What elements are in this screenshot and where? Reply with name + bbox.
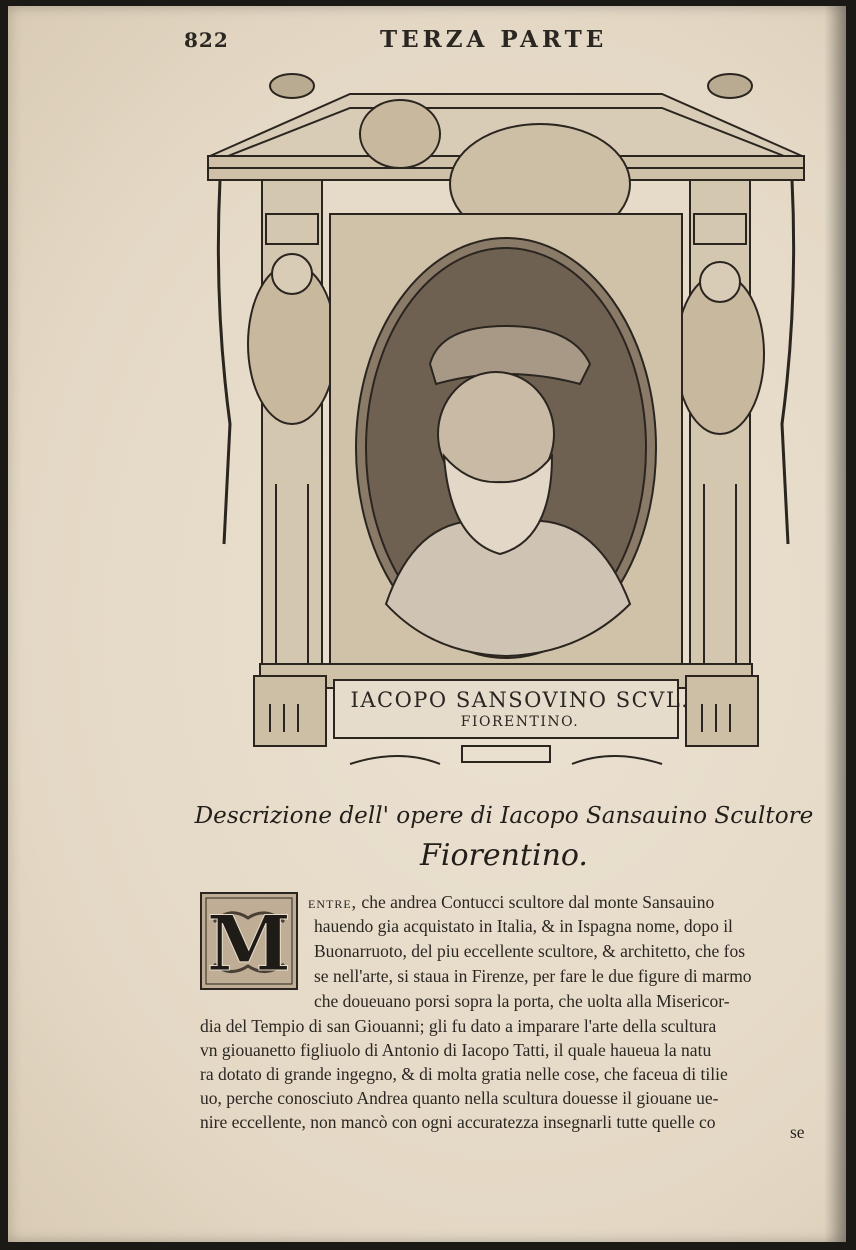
body-line-7: vn giouanetto figliuolo di Antonio di Iacopo Tatti, il quale haueua la natu [200, 1040, 712, 1060]
body-line-4: se nell'arte, si staua in Firenze, per fare le due figure di marmo [314, 966, 752, 986]
page-number: 822 [184, 28, 229, 52]
catchword: se [790, 1122, 805, 1142]
chapter-title-line1: Descrizione dell' opere di Iacopo Sansauino Scultore [194, 803, 814, 829]
left-urn [270, 74, 314, 98]
body-line-5: che doueuano porsi sopra la porta, che uolta alla Misericor- [314, 991, 730, 1011]
chapter-title [194, 796, 814, 876]
initial-letter: M [206, 899, 292, 988]
portrait-caption-origin: FIORENTINO. [460, 714, 580, 730]
body-line-6: dia del Tempio di san Giouanni; gli fu dato a imparare l'arte della scultura [200, 1016, 717, 1036]
body-line-2: hauendo gia acquistato in Italia, & in Ispagna nome, dopo il [314, 916, 733, 936]
body-line-3: Buonarruoto, del piu eccellente scultore, & architetto, che fos [314, 941, 746, 961]
body-line-8: ra dotato di grande ingegno, & di molta gratia nelle cose, che faceua di tilie [200, 1064, 728, 1084]
chapter-title-line2: Fiorentino. [420, 838, 588, 873]
body-line-9: uo, perche conosciuto Andrea quanto nella scultura douesse il giouane ue- [200, 1088, 719, 1108]
top-figure-left [360, 100, 440, 168]
right-urn [708, 74, 752, 98]
portrait-woodcut-frame [200, 64, 812, 776]
page-gutter-shadow [824, 6, 846, 1242]
book-page [8, 6, 846, 1242]
body-line-1: entre, che andrea Contucci scultore dal monte Sansauino [308, 892, 715, 912]
body-line-10: nire eccellente, non mancò con ogni accuratezza insegnarli tutte quelle co [200, 1112, 716, 1132]
portrait-caption-name: IACOPO SANSOVINO SCVL. [350, 688, 690, 712]
running-head: TERZA PARTE [380, 26, 608, 53]
decorated-initial [200, 892, 298, 990]
